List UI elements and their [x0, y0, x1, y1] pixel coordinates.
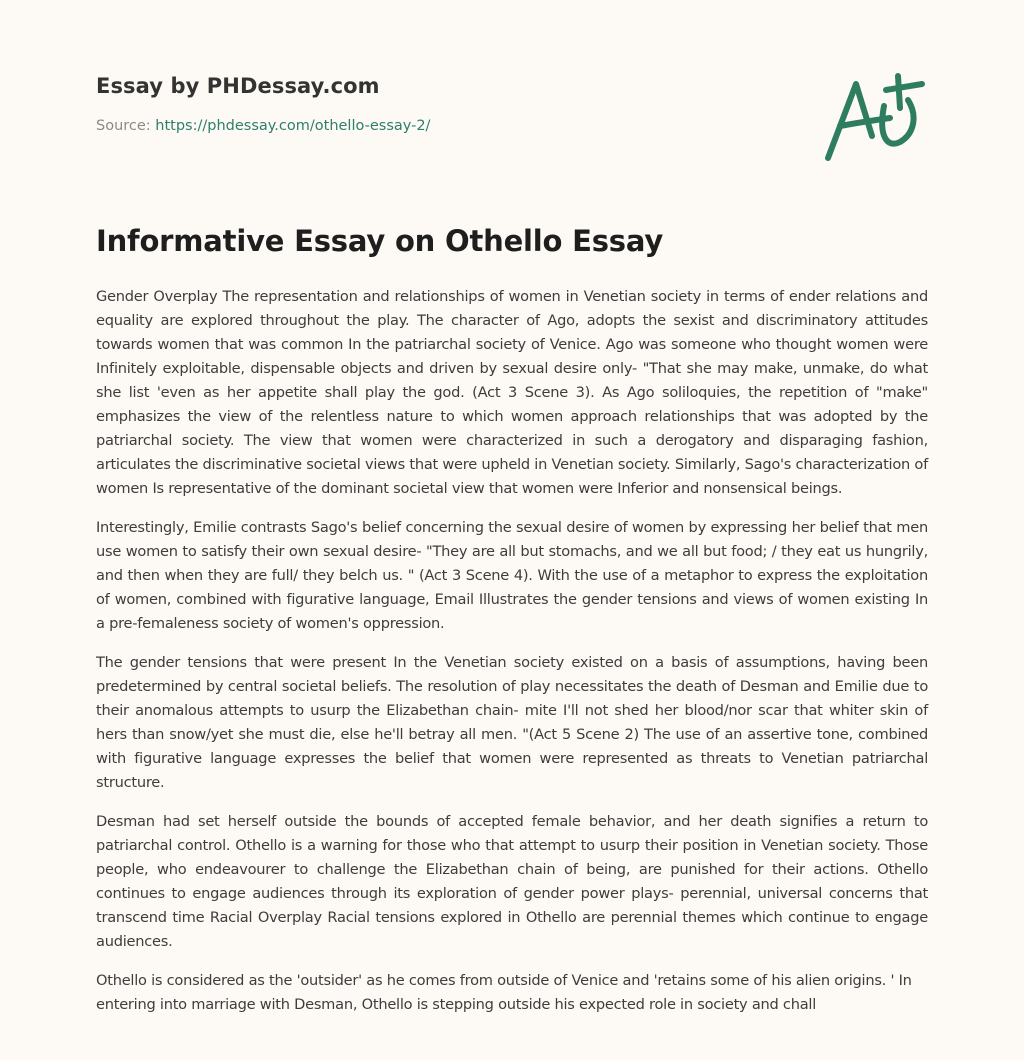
a-plus-logo-svg [818, 66, 928, 166]
source-link[interactable]: https://phdessay.com/othello-essay-2/ [155, 118, 431, 134]
essay-paragraph: Gender Overplay The representation and relationships of women in Venetian society in terms of ender relations and equality are explored throughout the play. The character of Ago, adopts the sexist and discriminatory attitudes towards women that was common In the patriarchal society of Venice. Ago was someone who thought women were Infinitely exploitable, dispensable objects and driven by sexual desire only- "That she may make, unmake, do what she list 'even as her appetite shall play the god. (Act 3 Scene 3). As Ago soliloquies, the repetition of "make" emphasizes the view of the relentless nature to which women approach relationships that was adopted by the patriarchal society. The view that women were characterized in such a derogatory and disparaging fashion, articulates the discriminative societal views that were upheld in Venetian society. Similarly, Sago's characterization of women Is representative of the dominant societal view that women were Inferior and nonsensical beings. [96, 288, 928, 497]
logo-plus-horizontal [886, 84, 922, 90]
site-header [96, 74, 796, 134]
essay-paragraph: The gender tensions that were present In the Venetian society existed on a basis of assumptions, having been predetermined by central societal beliefs. The resolution of play necessitates the death of Desman and Emilie due to their anomalous attempts to usurp the Elizabethan chain- mite I'll not shed her blood/nor scar that whiter skin of hers than snow/yet she must die, else he'll betray all men. "(Act 5 Scene 2) The use of an assertive tone, combined with figurative language expresses the belief that women were represented as threats to Venetian patriarchal structure. [96, 654, 928, 791]
essay-paragraph: Desman had set herself outside the bounds of accepted female behavior, and her death signifies a return to patriarchal control. Othello is a warning for those who that attempt to usurp their position in Venetian society. Those people, who endeavourer to challenge the Elizabethan chain of being, are punished for their actions. Othello continues to engage audiences through its exploration of gender power plays- perennial, universal concerns that transcend time Racial Overplay Racial tensions explored in Othello are perennial themes which continue to engage audiences. [96, 813, 928, 950]
page-title: Informative Essay on Othello Essay [96, 224, 664, 258]
source-label: Source: [96, 118, 151, 134]
source-line [96, 118, 796, 134]
essay-paragraph: Interestingly, Emilie contrasts Sago's belief concerning the sexual desire of women by expressing her belief that men use women to satisfy their own sexual desire- "They are all but stomachs, and we all but food; / they eat us hungrily, and then when they are full/ they belch us. " (Act 3 Scene 4). With the use of a metaphor to express the exploitation of women, combined with figurative language, Email Illustrates the gender tensions and views of women existing In a pre-femaleness society of women's oppression. [96, 519, 928, 632]
site-title: Essay by PHDessay.com [96, 74, 380, 98]
a-plus-grade-icon [818, 66, 928, 166]
essay-body [96, 285, 928, 1032]
essay-paragraph: Othello is considered as the 'outsider' as he comes from outside of Venice and 'retains some of his alien origins. ' In entering into marriage with Desman, Othello is stepping outside his expected role in society and chall [96, 972, 912, 1013]
logo-plus-vertical [898, 76, 900, 108]
